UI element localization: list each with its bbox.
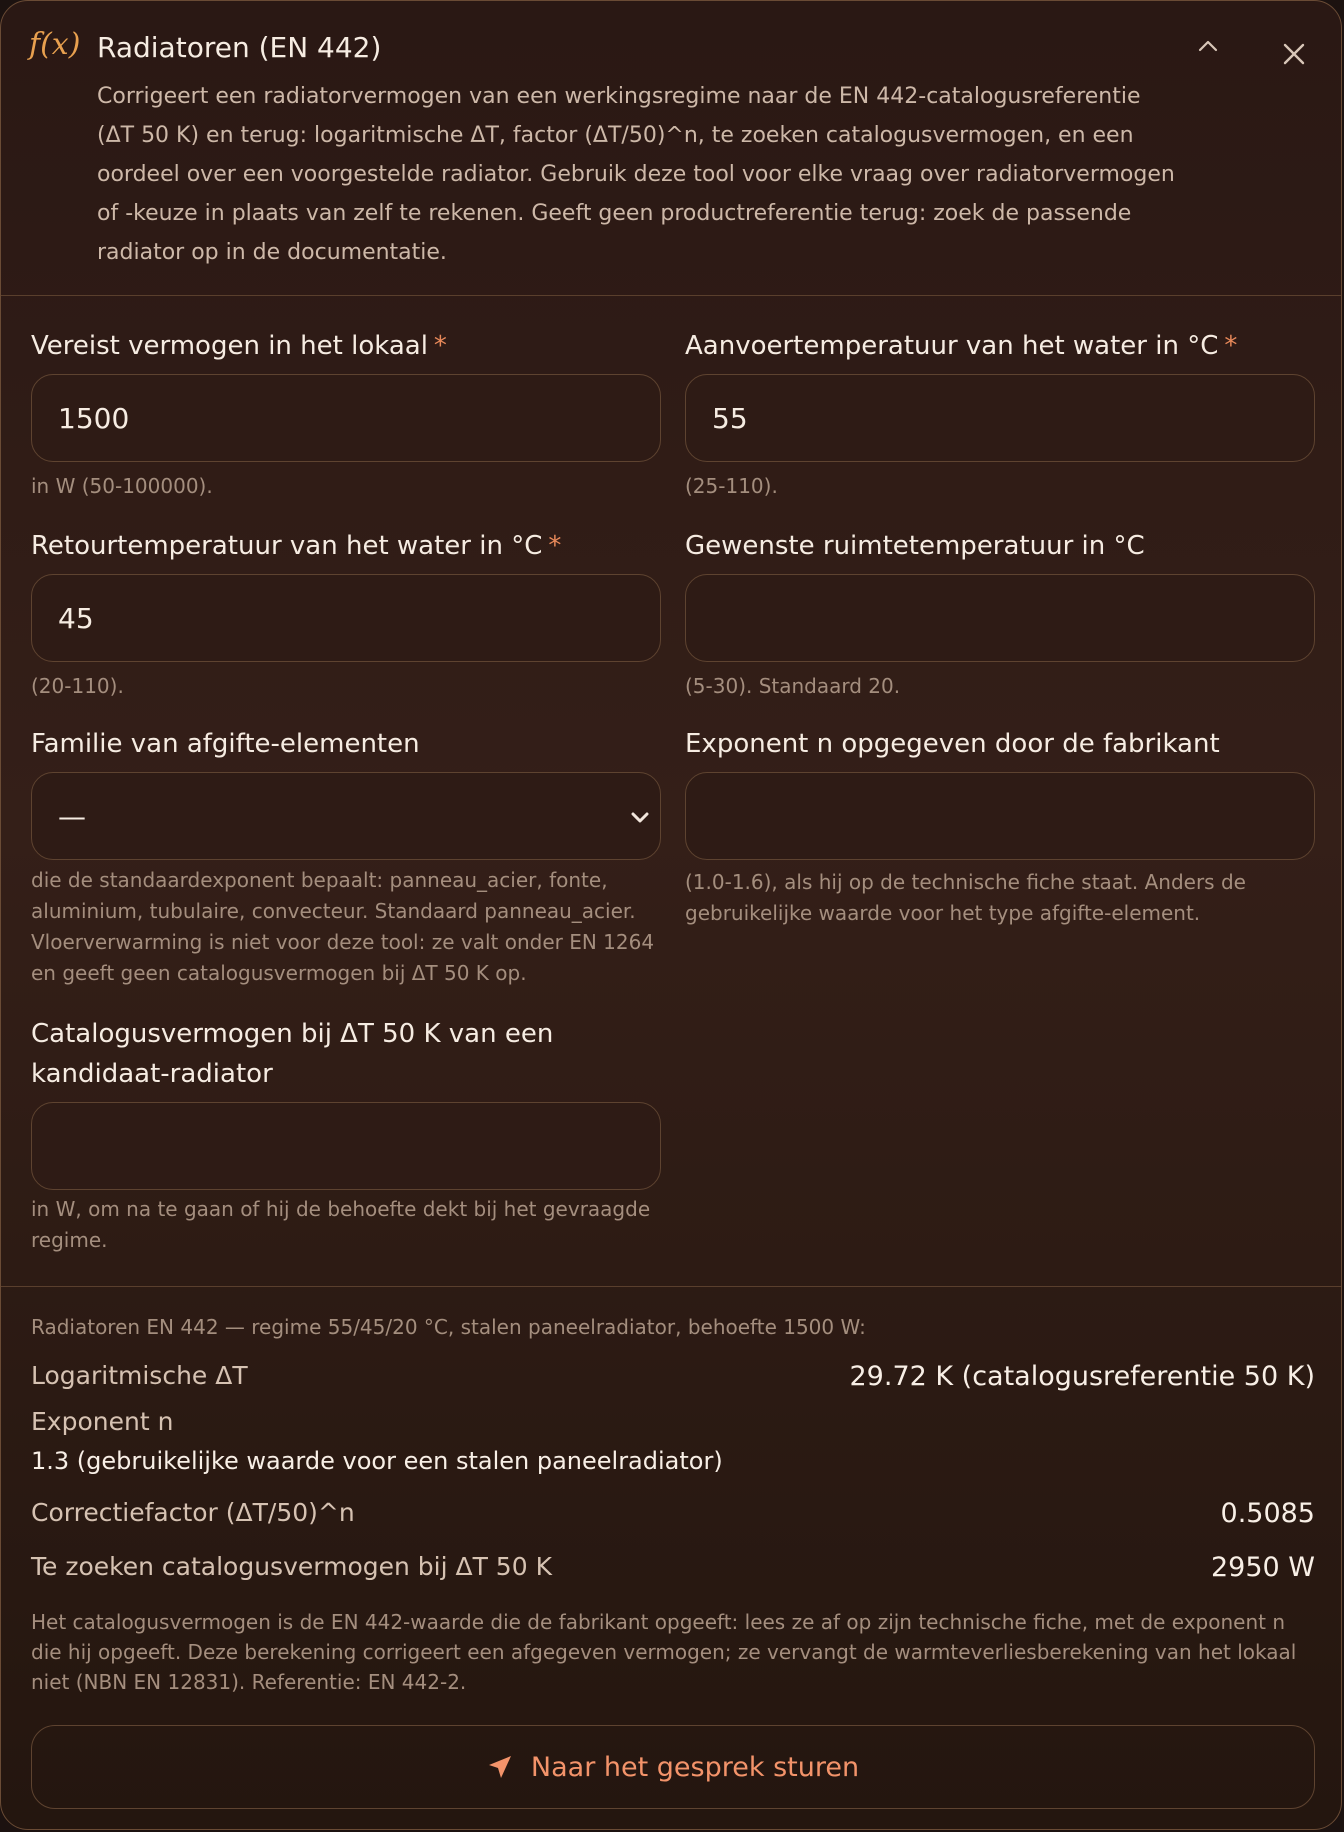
result-label: Te zoeken catalogusvermogen bij ΔT 50 K bbox=[31, 1552, 552, 1581]
results-note: Het catalogusvermogen is de EN 442-waarde die de fabrikant opgeeft: lees ze af op zijn technische fiche, met de exponent n die hij opgeeft. Deze berekening corrigeert een afgegeven vermogen; ze vervangt de warmteverliesberekening van het lokaal niet (NBN EN 12831). Referentie: EN 442-2. bbox=[31, 1610, 1297, 1694]
field-label: Gewenste ruimtetemperatuur in °C bbox=[685, 531, 1145, 561]
emitter-family-select[interactable] bbox=[31, 772, 661, 860]
required-marker: * bbox=[1224, 331, 1238, 361]
tool-description: Corrigeert een radiatorvermogen van een werkingsregime naar de EN 442-catalogusreferentie (ΔT 50 K) en terug: logaritmische ΔT, factor (ΔT/50)^n, te zoeken catalogusvermogen, en een oordeel over een voorgestelde radiator. Gebruik deze tool voor elke vraag over radiatorvermogen of -keuze in plaats van zelf te rekenen. Geeft geen productreferentie terug: zoek de passende radiator op in de documentatie. bbox=[97, 84, 1175, 265]
catalog-power-input[interactable] bbox=[31, 1102, 661, 1190]
field-help: (5-30). Standaard 20. bbox=[685, 674, 901, 698]
field-label: Retourtemperatuur van het water in °C bbox=[31, 531, 543, 561]
chevron-down-icon bbox=[628, 805, 652, 829]
field-label: Familie van afgifte-elementen bbox=[31, 729, 420, 759]
field-help: (25-110). bbox=[685, 474, 778, 498]
field-label: Catalogusvermogen bij ΔT 50 K van een kandidaat-radiator bbox=[31, 1019, 554, 1089]
required-marker: * bbox=[548, 531, 562, 561]
send-to-conversation-button[interactable] bbox=[31, 1725, 1315, 1809]
field-catalog-power bbox=[31, 1014, 661, 1252]
field-label: Vereist vermogen in het lokaal bbox=[31, 331, 428, 361]
chevron-up-icon[interactable] bbox=[1191, 33, 1225, 59]
field-return-temperature bbox=[31, 526, 661, 698]
field-help: in W, om na te gaan of hij de behoefte dekt bij het gevraagde regime. bbox=[31, 1197, 651, 1252]
result-value: 1.3 (gebruikelijke waarde voor een stalen paneelradiator) bbox=[31, 1447, 723, 1475]
field-label: Aanvoertemperatuur van het water in °C bbox=[685, 331, 1219, 361]
function-icon: f(x) bbox=[29, 27, 81, 62]
result-row-exponent bbox=[31, 1407, 1315, 1477]
field-help: (1.0-1.6), als hij op de technische fiche staat. Anders de gebruikelijke waarde voor het type afgifte-element. bbox=[685, 870, 1246, 925]
result-value: 0.5085 bbox=[1220, 1498, 1315, 1529]
result-label: Correctiefactor (ΔT/50)^n bbox=[31, 1498, 355, 1527]
field-required-power bbox=[31, 326, 661, 498]
field-exponent bbox=[685, 724, 1315, 925]
results-section bbox=[1, 1286, 1341, 1830]
return-temperature-input[interactable]: 45 bbox=[31, 574, 661, 662]
results-heading: Radiatoren EN 442 — regime 55/45/20 °C, stalen paneelradiator, behoefte 1500 W: bbox=[31, 1315, 866, 1339]
field-room-temperature bbox=[685, 526, 1315, 698]
close-icon[interactable] bbox=[1281, 41, 1307, 67]
room-temperature-input[interactable] bbox=[685, 574, 1315, 662]
result-label: Exponent n bbox=[31, 1407, 174, 1436]
tool-header bbox=[1, 1, 1341, 296]
power-input[interactable]: 1500 bbox=[31, 374, 661, 462]
required-marker: * bbox=[433, 331, 447, 361]
field-supply-temperature bbox=[685, 326, 1315, 498]
supply-temperature-input[interactable]: 55 bbox=[685, 374, 1315, 462]
result-row-catalog bbox=[31, 1552, 1315, 1588]
send-button-label: Naar het gesprek sturen bbox=[530, 1751, 860, 1783]
tool-title: Radiatoren (EN 442) bbox=[97, 31, 382, 64]
field-help: die de standaardexponent bepaalt: panneau_acier, fonte, aluminium, tubulaire, convecteur. Standaard panneau_acier. Vloerverwarming is niet voor deze tool: ze valt onder EN 1264 en geeft geen catalogusvermogen bij ΔT 50 K op. bbox=[31, 868, 655, 985]
exponent-input[interactable] bbox=[685, 772, 1315, 860]
result-row-log-dt bbox=[31, 1361, 1315, 1397]
field-help: in W (50-100000). bbox=[31, 474, 213, 498]
result-row-factor bbox=[31, 1498, 1315, 1534]
result-value: 29.72 K (catalogusreferentie 50 K) bbox=[849, 1361, 1315, 1392]
result-value: 2950 W bbox=[1211, 1552, 1315, 1583]
field-label: Exponent n opgegeven door de fabrikant bbox=[685, 729, 1220, 759]
select-value: — bbox=[58, 799, 86, 833]
field-emitter-family bbox=[31, 724, 661, 985]
result-label: Logaritmische ΔT bbox=[31, 1361, 248, 1390]
send-arrow-icon bbox=[487, 1754, 513, 1780]
field-help: (20-110). bbox=[31, 674, 124, 698]
